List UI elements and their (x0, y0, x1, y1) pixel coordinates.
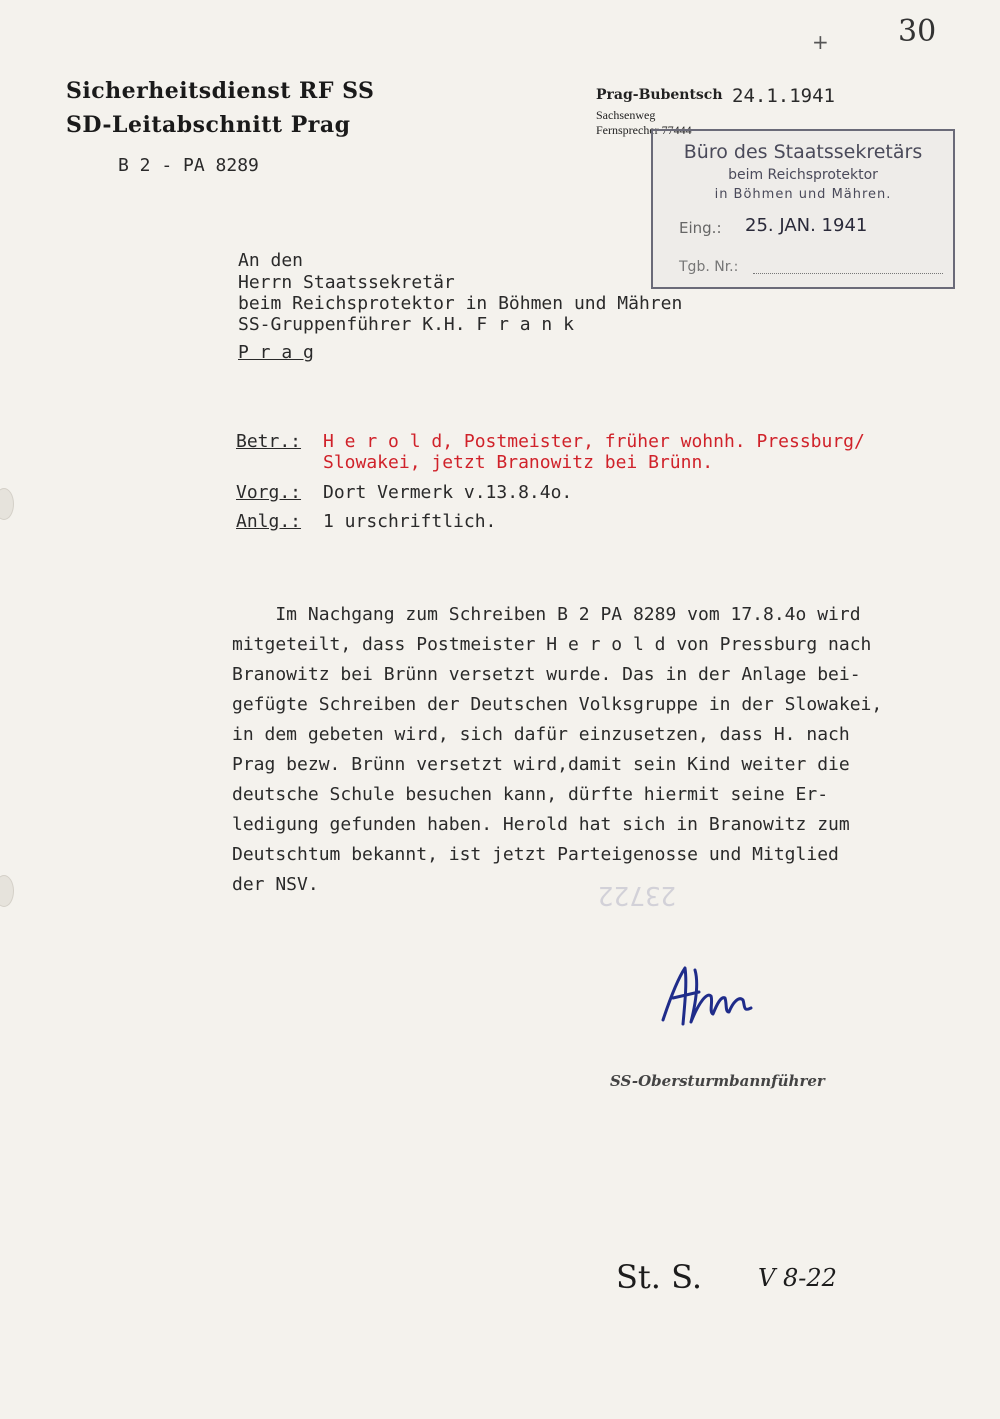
punch-hole (0, 875, 14, 907)
sender-street: Sachsenweg (596, 108, 656, 122)
letter-date: 24.1.1941 (732, 85, 835, 107)
recipient-line4: SS-Gruppenführer K.H. F r a n k (238, 314, 574, 335)
sender-place: Prag-Bubentsch (596, 87, 723, 103)
punch-hole (0, 488, 14, 520)
subject-line1: H e r o l d, Postmeister, früher wohnh. Pressburg/ (323, 431, 865, 452)
body-line: der NSV. (232, 874, 319, 895)
body-line: gefügte Schreiben der Deutschen Volksgruppe in der Slowakei, (232, 694, 883, 715)
body-line: Prag bezw. Brünn versetzt wird,damit sein Kind weiter die (232, 754, 850, 775)
signature-icon (655, 962, 765, 1032)
stamp-line3: in Böhmen und Mähren. (714, 187, 892, 202)
sender-phone: Fernsprecher 77444 (596, 123, 692, 137)
body-line: Im Nachgang zum Schreiben B 2 PA 8289 vom 17.8.4o wird (232, 604, 861, 625)
body-line: in dem gebeten wird, sich dafür einzusetzen, dass H. nach (232, 724, 850, 745)
letter-body (232, 600, 972, 900)
filing-mark: St. S. (616, 1258, 703, 1296)
subject-line2: Slowakei, jetzt Branowitz bei Brünn. (323, 452, 714, 473)
stamp-journal-line (753, 273, 943, 274)
stamp-received-label: Eing.: (679, 219, 722, 237)
stamp-line1: Büro des Staatssekretärs (683, 141, 923, 163)
recipient-line1: An den (238, 250, 304, 271)
subject-label: Betr.: (236, 431, 302, 452)
recipient-city: P r a g (238, 342, 314, 363)
page-number: 30 (898, 14, 937, 49)
stamp-received-date: 25. JAN. 1941 (745, 215, 868, 236)
enclosure-text: 1 urschriftlich. (323, 511, 497, 532)
signature-title: SS-Obersturmbannführer (610, 1072, 825, 1090)
letterhead-line2: SD-Leitabschnitt Prag (66, 112, 351, 138)
body-line: mitgeteilt, dass Postmeister H e r o l d von Pressburg nach (232, 634, 872, 655)
faint-stamp-number: 23722 (598, 880, 677, 910)
body-line: Deutschtum bekannt, ist jetzt Parteigenosse und Mitglied (232, 844, 839, 865)
filing-number: V 8-22 (758, 1264, 837, 1292)
recipient-line3: beim Reichsprotektor in Böhmen und Mähren (238, 293, 683, 314)
letterhead-line1: Sicherheitsdienst RF SS (66, 78, 375, 104)
received-stamp (651, 129, 955, 289)
body-line: ledigung gefunden haben. Herold hat sich in Branowitz zum (232, 814, 850, 835)
body-line: Branowitz bei Brünn versetzt wurde. Das in der Anlage bei- (232, 664, 861, 685)
recipient-line2: Herrn Staatssekretär (238, 272, 455, 293)
reference-number: B 2 - PA 8289 (118, 155, 259, 176)
stamp-journal-label: Tgb. Nr.: (679, 259, 739, 275)
body-line: deutsche Schule besuchen kann, dürfte hiermit seine Er- (232, 784, 829, 805)
reference-text: Dort Vermerk v.13.8.4o. (323, 482, 573, 503)
enclosure-label: Anlg.: (236, 511, 302, 532)
reference-label: Vorg.: (236, 482, 302, 503)
corner-mark: + (812, 30, 829, 54)
stamp-line2: beim Reichsprotektor (728, 167, 878, 183)
